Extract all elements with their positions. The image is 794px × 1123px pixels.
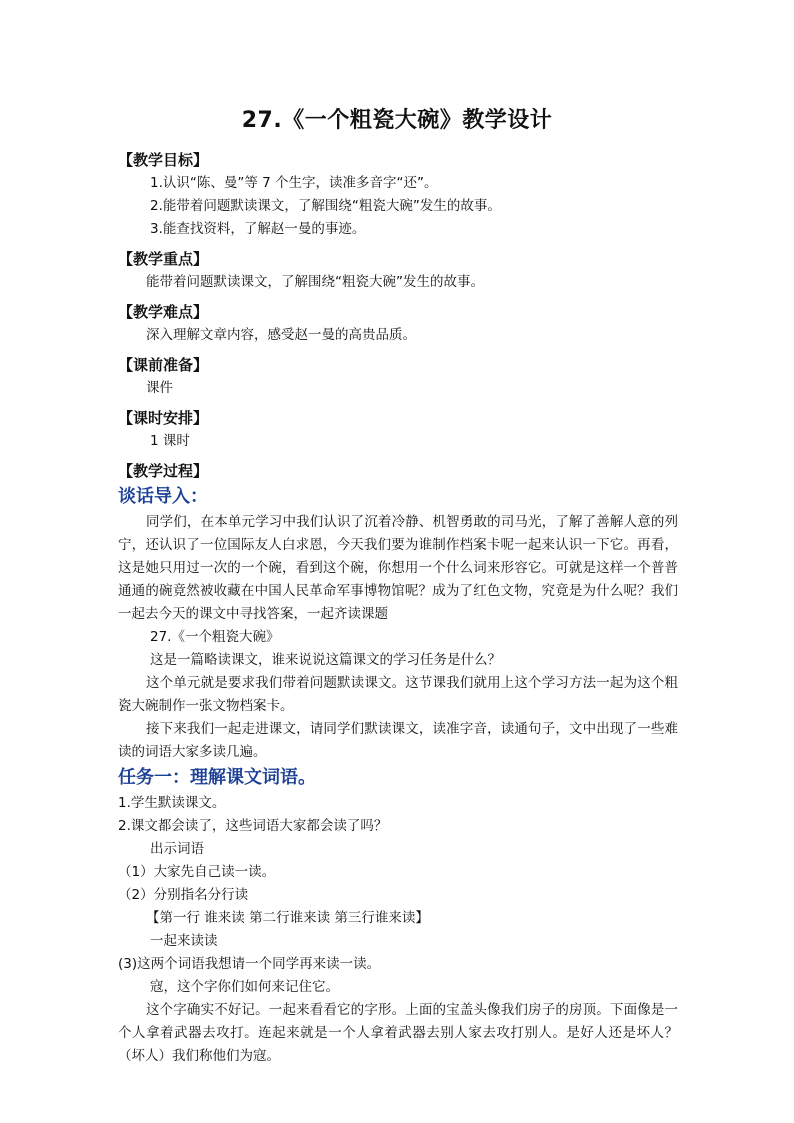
key-points-heading: 【教学重点】 (118, 250, 209, 268)
schedule-text: 1 课时 (150, 433, 190, 449)
key-points-text: 能带着问题默读课文，了解围绕“粗瓷大碗”发生的故事。 (146, 274, 484, 290)
task1-line: 2.课文都会读了，这些词语大家都会读了吗？ (118, 818, 388, 834)
show-words-line: 出示词语 (150, 841, 204, 857)
intro-paragraph: 同学们，在本单元学习中我们认识了沉着冷静、机智勇敢的司马光，了解了善解人意的列宁，还认识了一位国际友人白求恩，今天我们要为谁制作档案卡呢一起来认识一下它。再看，这是她只用过一次的一个碗，看到这个碗，你想用一个什么词来形容它。可就是这样一个普普通通的碗竟然被收藏在中国人民革命军事博物馆呢？成为了红色文物，究竟是为什么呢？我们一起去今天的课文中寻找答案，一起齐读课题 (118, 514, 678, 622)
rows-note-line: 【第一行 谁来读 第二行谁来读 第三行谁来读】 (146, 910, 429, 926)
preparation-heading: 【课前准备】 (118, 356, 209, 374)
document-title: 27.《一个粗瓷大碗》教学设计 (241, 108, 553, 133)
intro-heading: 谈话导入： (118, 486, 208, 507)
objective-item: 3.能查找资料，了解赵一曼的事迹。 (150, 221, 366, 237)
task1-line: 1.学生默读课文。 (118, 795, 226, 811)
objective-item: 1.认识“陈、曼”等 7 个生字，读准多音字“还”。 (150, 175, 438, 191)
difficulties-heading: 【教学难点】 (118, 303, 209, 321)
objective-item: 2.能带着问题默读课文，了解围绕“粗瓷大碗”发生的故事。 (150, 198, 501, 214)
step-line: （1）大家先自己读一读。 (118, 864, 276, 880)
document-body (118, 146, 678, 1068)
schedule-heading: 【课时安排】 (118, 409, 209, 427)
process-heading: 【教学过程】 (118, 462, 209, 480)
preparation-text: 课件 (146, 380, 173, 396)
reading-paragraph: 接下来我们一起走进课文，请同学们默读课文，读准字音，读通句子，文中出现了一些难读的词语大家多读几遍。 (118, 721, 678, 760)
step-line: (3)这两个词语我想请一个同学再来读一读。 (118, 956, 381, 972)
step-line: （2）分别指名分行读 (118, 887, 249, 903)
difficulties-text: 深入理解文章内容，感受赵一曼的高贵品质。 (146, 327, 416, 343)
kou-explanation-paragraph: 这个字确实不好记。一起来看看它的字形。上面的宝盖头像我们房子的房顶。下面像是一个人拿着武器去攻打。连起来就是一个人拿着武器去别人家去攻打别人。是好人还是坏人？（坏人）我们称他们为寇。 (118, 1002, 678, 1064)
lesson-title-line: 27.《一个粗瓷大碗》 (150, 629, 280, 645)
objectives-heading: 【教学目标】 (118, 151, 209, 169)
task1-heading: 任务一：理解课文词语。 (118, 767, 316, 788)
kou-question-line: 寇，这个字你们如何来记住它。 (150, 979, 339, 995)
read-together-line: 一起来读读 (150, 933, 218, 949)
question-line: 这是一篇略读课文，谁来说说这篇课文的学习任务是什么？ (150, 652, 501, 668)
method-paragraph: 这个单元就是要求我们带着问题默读课文。这节课我们就用上这个学习方法一起为这个粗瓷大碗制作一张文物档案卡。 (118, 675, 678, 714)
